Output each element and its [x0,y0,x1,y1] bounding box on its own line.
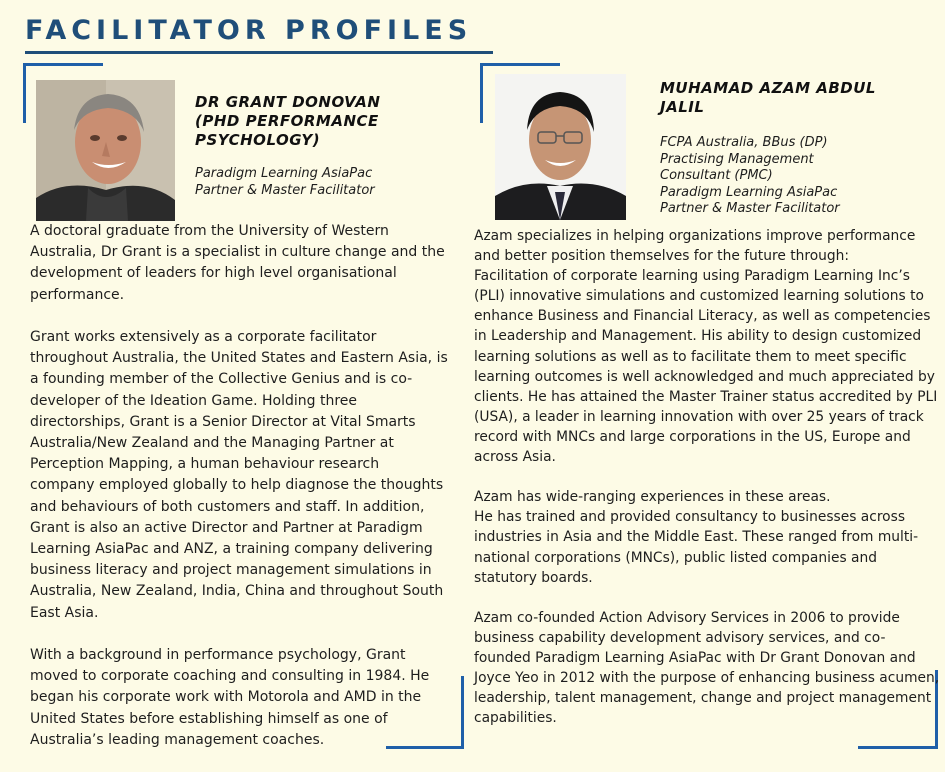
grant-name [195,93,380,150]
grant-name-line-2: (PHD PERFORMANCE [195,112,379,130]
azam-role-line-1: FCPA Australia, BBus (DP) [660,135,828,150]
azam-bio-p2-line-1: Azam has wide-ranging experiences in these areas. [474,489,831,506]
left-top-bracket-vertical [23,63,26,123]
portrait-man-icon [36,80,175,221]
azam-role-line-5: Partner & Master Facilitator [660,201,840,217]
left-bottom-bracket-vertical [461,676,464,748]
azam-bio [474,226,942,748]
azam-name-line-2: JALIL [660,98,705,116]
grant-role [195,166,375,199]
left-top-bracket-horizontal [23,63,103,66]
grant-bio-paragraph-3: With a background in performance psychology, Grant moved to corporate coaching and consulting in 1984. He began his corporate work with Motorola and AMD in the United States before establishing himself as one of Australia’s leading management coaches. [30,647,430,748]
grant-name-line-1: DR GRANT DONOVAN [195,93,381,111]
portrait-man-glasses-icon [495,74,626,220]
grant-bio-paragraph-1: A doctoral graduate from the University of Western Australia, Dr Grant is a specialist in culture change and the development of leaders for high level organisational performance. [30,223,445,303]
azam-role-line-3: Consultant (PMC) [660,168,773,184]
grant-donovan-photo [36,80,175,221]
page-title: FACILITATOR PROFILES [25,15,473,46]
azam-role [660,135,840,218]
azam-bio-paragraph-3: Azam co-founded Action Advisory Services in 2006 to provide business capability development advisory services, and co-founded Paradigm Learning AsiaPac with Dr Grant Donovan and Joyce Yeo in 2012 with the purpose of enhancing business acumen, leadership, talent management, change and project management capabilities. [474,609,940,727]
azam-bio-p1-line-2: Facilitation of corporate learning using Paradigm Learning Inc’s (PLI) innovative simulations and customized learning solutions to enhance Business and Financial Literacy, as well as competencies in Leadership and Management. His ability to design customized learning solutions as well as to facilitate them to meet specific learning outcomes is well acknowledged and much appreciated by clients. He has attained the Master Trainer status accredited by PLI (USA), a leader in learning innovation with over 25 years of track record with MNCs and large corporations in the US, Europe and across Asia. [474,268,938,466]
title-underline [25,51,493,54]
azam-bio-paragraph-2 [474,487,942,587]
grant-bio-paragraph-2: Grant works extensively as a corporate facilitator throughout Australia, the United States and Eastern Asia, is a founding member of the Collective Genius and is co-developer of the Ideation Game. Holding three directorships, Grant is a Senior Director at Vital Smarts Australia/New Zealand and the Managing Partner at Perception Mapping, a human behaviour research company employed globally to help diagnose the thoughts and behaviours of both customers and staff. In addition, Grant is also an active Director and Partner at Paradigm Learning AsiaPac and ANZ, a training company delivering business literacy and project management simulations in Australia, New Zealand, India, China and throughout South East Asia. [30,329,448,621]
grant-name-line-3: PSYCHOLOGY) [195,131,321,149]
azam-bio-p2-line-2: He has trained and provided consultancy to businesses across industries in Asia and the Middle East. These ranged from multi-national corporations (MNCs), public listed companies and statutory boards. [474,509,919,586]
grant-role-line-1: Paradigm Learning AsiaPac [195,166,373,181]
azam-bio-p1-line-1: Azam specializes in helping organizations improve performance and better position themselves for the future through: [474,228,916,265]
right-top-bracket-horizontal [480,63,560,66]
azam-name-line-1: MUHAMAD AZAM ABDUL [660,79,876,97]
azam-jalil-photo [495,74,626,220]
azam-role-line-2: Practising Management [660,151,814,167]
azam-role-line-4: Paradigm Learning AsiaPac [660,184,838,200]
grant-role-line-2: Partner & Master Facilitator [195,182,375,198]
azam-bio-paragraph-1 [474,226,942,467]
azam-name [660,79,876,117]
right-top-bracket-vertical [480,63,483,123]
grant-bio [30,221,448,772]
